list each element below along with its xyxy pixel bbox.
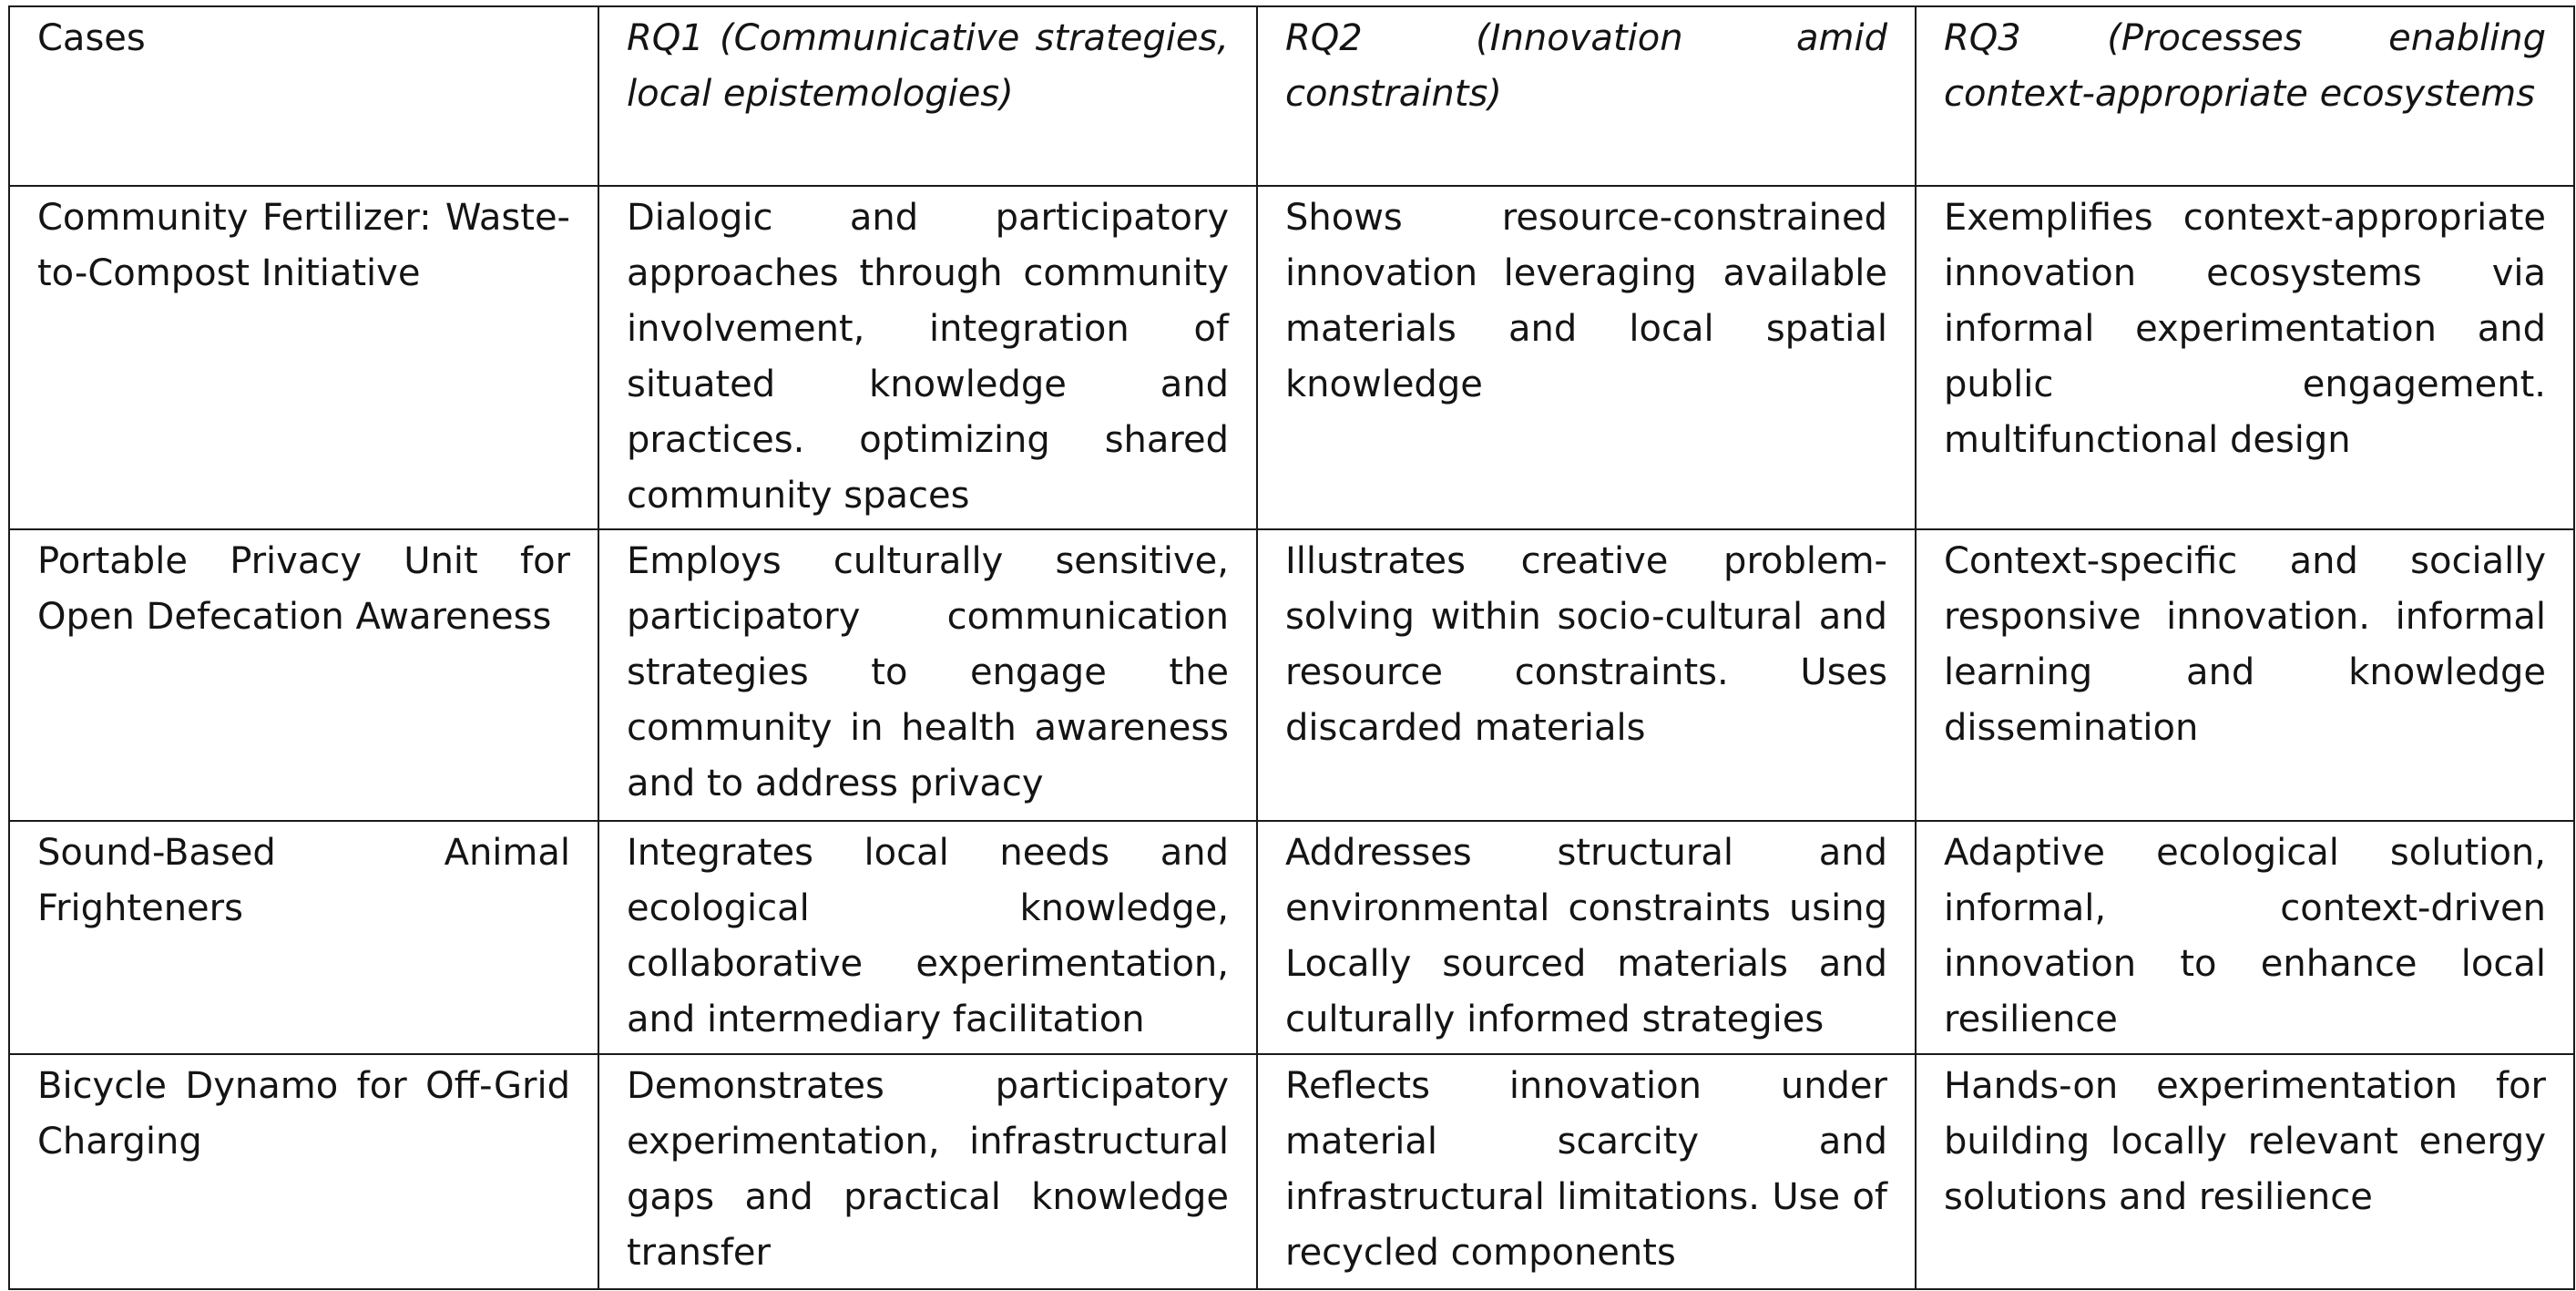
rq2-cell: Illustrates creative problem-solving within socio-cultural and resource constraints. Uses discarded materials [1257,529,1916,821]
case-name: Bicycle Dynamo for Off-Grid Charging [9,1054,598,1289]
cases-table [8,5,2575,1290]
table-row [9,821,2574,1054]
rq2-cell: Reflects innovation under material scarcity and infrastructural limitations. Use of recycled components [1257,1054,1916,1289]
rq3-cell: Exemplifies context-appropriate innovation ecosystems via informal experimentation and public engagement. multifunctional design [1916,186,2574,529]
rq3-cell: Adaptive ecological solution, informal, context-driven innovation to enhance local resilience [1916,821,2574,1054]
table-row [9,1054,2574,1289]
header-cases: Cases [9,6,598,186]
rq1-cell: Integrates local needs and ecological knowledge, collaborative experimentation, and intermediary facilitation [598,821,1257,1054]
rq3-cell: Hands-on experimentation for building locally relevant energy solutions and resilience [1916,1054,2574,1289]
case-name: Portable Privacy Unit for Open Defecation Awareness [9,529,598,821]
table-row [9,529,2574,821]
rq1-cell: Demonstrates participatory experimentation, infrastructural gaps and practical knowledge transfer [598,1054,1257,1289]
rq3-cell: Context-specific and socially responsive innovation. informal learning and knowledge dissemination [1916,529,2574,821]
header-rq2: RQ2 (Innovation amid constraints) [1257,6,1916,186]
header-rq1: RQ1 (Communicative strategies, local epistemologies) [598,6,1257,186]
rq2-cell: Addresses structural and environmental constraints using Locally sourced materials and culturally informed strategies [1257,821,1916,1054]
case-name: Sound-Based Animal Frighteners [9,821,598,1054]
header-rq3: RQ3 (Processes enabling context-appropriate ecosystems [1916,6,2574,186]
header-row [9,6,2574,186]
case-name: Community Fertilizer: Waste-to-Compost Initiative [9,186,598,529]
rq2-cell: Shows resource-constrained innovation leveraging available materials and local spatial knowledge [1257,186,1916,529]
table-row [9,186,2574,529]
rq1-cell: Employs culturally sensitive, participatory communication strategies to engage the community in health awareness and to address privacy [598,529,1257,821]
rq1-cell: Dialogic and participatory approaches through community involvement, integration of situated knowledge and practices. optimizing shared community spaces [598,186,1257,529]
